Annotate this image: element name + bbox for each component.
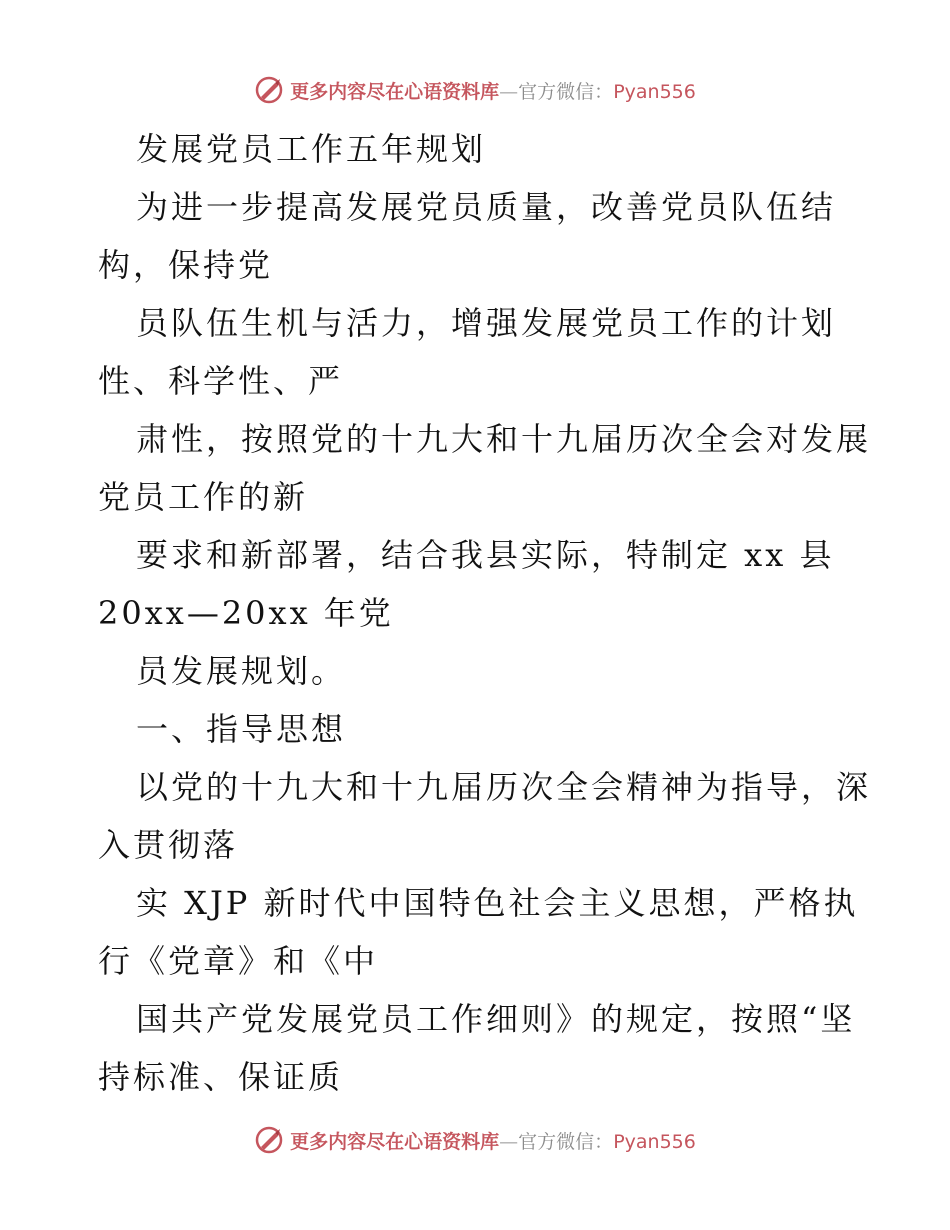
- paragraph-line: 要求和新部署，结合我县实际，特制定 xx 县: [136, 536, 835, 574]
- footer-banner: [0, 1120, 950, 1160]
- header-banner: [0, 70, 950, 110]
- paragraph-line: 20xx—20xx 年党: [98, 594, 394, 632]
- document-title: 发展党员工作五年规划: [136, 130, 487, 168]
- banner-wechat-id: Pyan556: [613, 1130, 696, 1153]
- paragraph-line: 员队伍生机与活力，增强发展党员工作的计划: [136, 304, 837, 342]
- paragraph-line: 行《党章》和《中: [98, 942, 379, 980]
- paragraph-line: 国共产党发展党员工作细则》的规定，按照“坚: [136, 1000, 856, 1038]
- banner-wechat-id: Pyan556: [613, 80, 696, 103]
- banner-wechat-label: 官方微信：: [518, 1130, 614, 1153]
- document-body: [98, 120, 878, 1106]
- paragraph-line: 党员工作的新: [98, 478, 309, 516]
- banner-dash: —: [499, 1130, 519, 1153]
- paragraph-line: 肃性，按照党的十九大和十九届历次全会对发展: [136, 420, 872, 458]
- quill-pen-logo-icon: [254, 75, 284, 105]
- paragraph-line: 入贯彻落: [98, 826, 239, 864]
- banner-dash: —: [499, 80, 519, 103]
- banner-text: [290, 1127, 696, 1154]
- paragraph-line: 构，保持党: [98, 246, 274, 284]
- paragraph-line: 性、科学性、严: [98, 362, 344, 400]
- banner-wechat-label: 官方微信：: [518, 80, 614, 103]
- paragraph-line: 以党的十九大和十九届历次全会精神为指导，深: [136, 768, 872, 806]
- paragraph-line: 持标准、保证质: [98, 1058, 344, 1096]
- banner-brand: 更多内容尽在心语资料库: [290, 1130, 500, 1153]
- banner-text: [290, 77, 696, 104]
- paragraph-line: 为进一步提高发展党员质量，改善党员队伍结: [136, 188, 837, 226]
- paragraph-line: 员发展规划。: [136, 652, 347, 690]
- banner-brand: 更多内容尽在心语资料库: [290, 80, 500, 103]
- paragraph-line: 实 XJP 新时代中国特色社会主义思想，严格执: [136, 884, 859, 922]
- section-heading: 一、指导思想: [136, 710, 347, 748]
- quill-pen-logo-icon: [254, 1125, 284, 1155]
